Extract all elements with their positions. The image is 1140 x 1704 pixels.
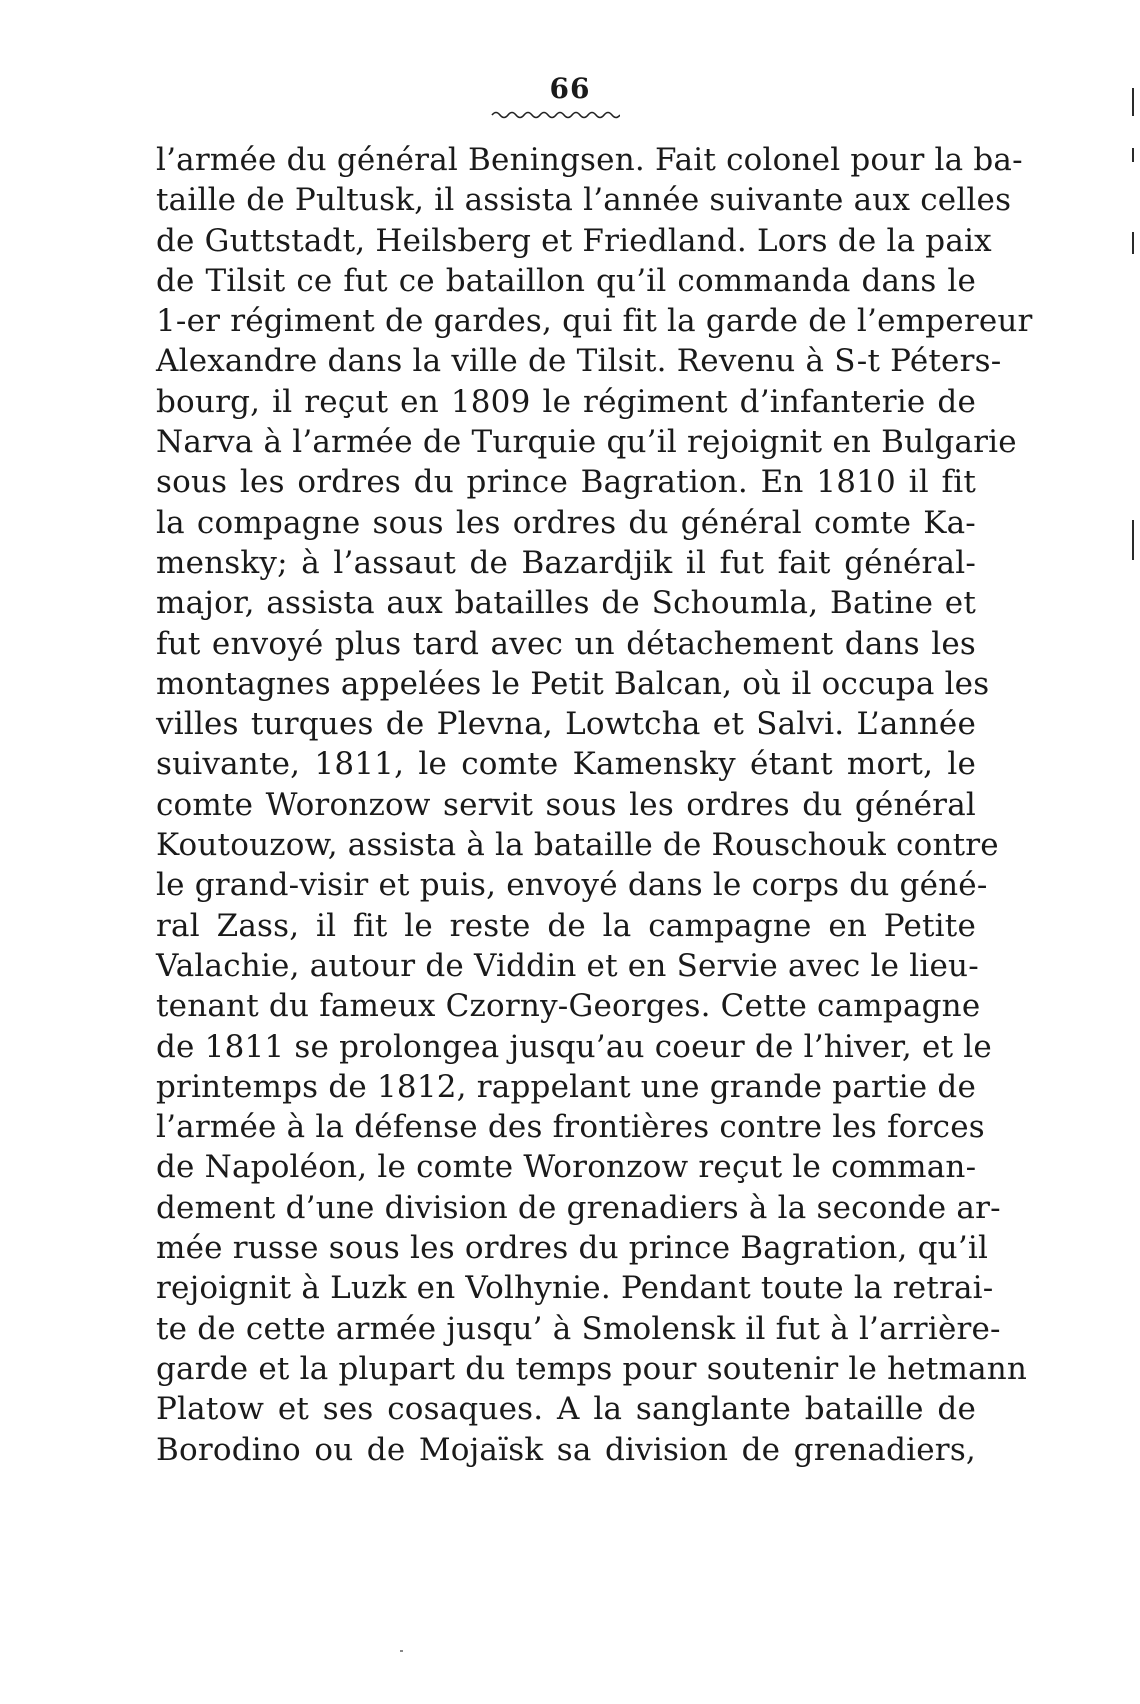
text-line: te de cette armée jusqu’ à Smolensk il fut à l’arrière- bbox=[156, 1310, 1001, 1347]
text-line: garde et la plupart du temps pour soutenir le hetmann bbox=[156, 1350, 1028, 1387]
text-line: bourg, il reçut en 1809 le régiment d’infanterie de bbox=[156, 383, 976, 420]
text-line: fut envoyé plus tard avec un détachement dans les bbox=[156, 625, 976, 662]
text-line: ral Zass, il fit le reste de la campagne en Petite bbox=[156, 907, 976, 944]
text-line: suivante, 1811, le comte Kamensky étant mort, le bbox=[156, 746, 976, 783]
text-line: l’armée du général Beningsen. Fait colonel pour la ba- bbox=[156, 142, 1023, 178]
text-line: mée russe sous les ordres du prince Bagration, qu’il bbox=[156, 1230, 989, 1267]
text-line: montagnes appelées le Petit Balcan, où il occupa les bbox=[156, 665, 990, 702]
text-line: Platow et ses cosaques. A la sanglante bataille de bbox=[156, 1391, 976, 1428]
text-line: Valachie, autour de Viddin et en Servie avec le lieu- bbox=[156, 947, 979, 984]
text-line: comte Woronzow servit sous les ordres du général bbox=[156, 786, 976, 823]
scan-speck bbox=[400, 1650, 403, 1652]
page-number: 66 bbox=[549, 72, 591, 105]
body-text bbox=[156, 140, 1033, 1470]
text-line: Alexandre dans la ville de Tilsit. Revenu à S-t Péters- bbox=[156, 343, 1002, 380]
text-line: la compagne sous les ordres du général comte Ka- bbox=[156, 504, 976, 541]
text-line: Narva à l’armée de Turquie qu’il rejoignit en Bulgarie bbox=[156, 424, 1017, 461]
text-line: rejoignit à Luzk en Volhynie. Pendant toute la retrai- bbox=[156, 1270, 994, 1307]
text-line: l’armée à la défense des frontières contre les forces bbox=[156, 1109, 985, 1146]
scan-edge-mark bbox=[1132, 88, 1134, 116]
text-line: de Napoléon, le comte Woronzow reçut le comman- bbox=[156, 1149, 977, 1186]
text-line: Borodino ou de Mojaïsk sa division de grenadiers, bbox=[156, 1431, 976, 1468]
text-line: mensky; à l’assaut de Bazardjik il fut fait général- bbox=[156, 544, 976, 581]
text-line: dement d’une division de grenadiers à la seconde ar- bbox=[156, 1189, 1001, 1226]
text-line: de Tilsit ce fut ce bataillon qu’il commanda dans le bbox=[156, 262, 976, 299]
text-line: taille de Pultusk, il assista l’année suivante aux celles bbox=[156, 182, 1012, 219]
text-line: villes turques de Plevna, Lowtcha et Salvi. L’année bbox=[156, 706, 976, 743]
scan-edge-mark bbox=[1132, 520, 1134, 560]
text-line: de Guttstadt, Heilsberg et Friedland. Lors de la paix bbox=[156, 222, 992, 259]
text-line: tenant du fameux Czorny-Georges. Cette campagne bbox=[156, 988, 981, 1025]
scan-edge-mark bbox=[1132, 232, 1134, 254]
wavy-rule-ornament bbox=[490, 108, 620, 122]
scan-edge-mark bbox=[1132, 148, 1134, 162]
text-line: Koutouzow, assista à la bataille de Rouschouk contre bbox=[156, 827, 999, 864]
text-line: sous les ordres du prince Bagration. En 1810 il fit bbox=[156, 464, 976, 501]
text-line: 1-er régiment de gardes, qui fit la garde de l’empereur bbox=[156, 303, 1033, 340]
text-line: printemps de 1812, rappelant une grande partie de bbox=[156, 1068, 976, 1105]
text-line: le grand-visir et puis, envoyé dans le corps du géné- bbox=[156, 867, 988, 904]
text-line: major, assista aux batailles de Schoumla, Batine et bbox=[156, 585, 976, 622]
text-line: de 1811 se prolongea jusqu’au coeur de l’hiver, et le bbox=[156, 1028, 992, 1065]
